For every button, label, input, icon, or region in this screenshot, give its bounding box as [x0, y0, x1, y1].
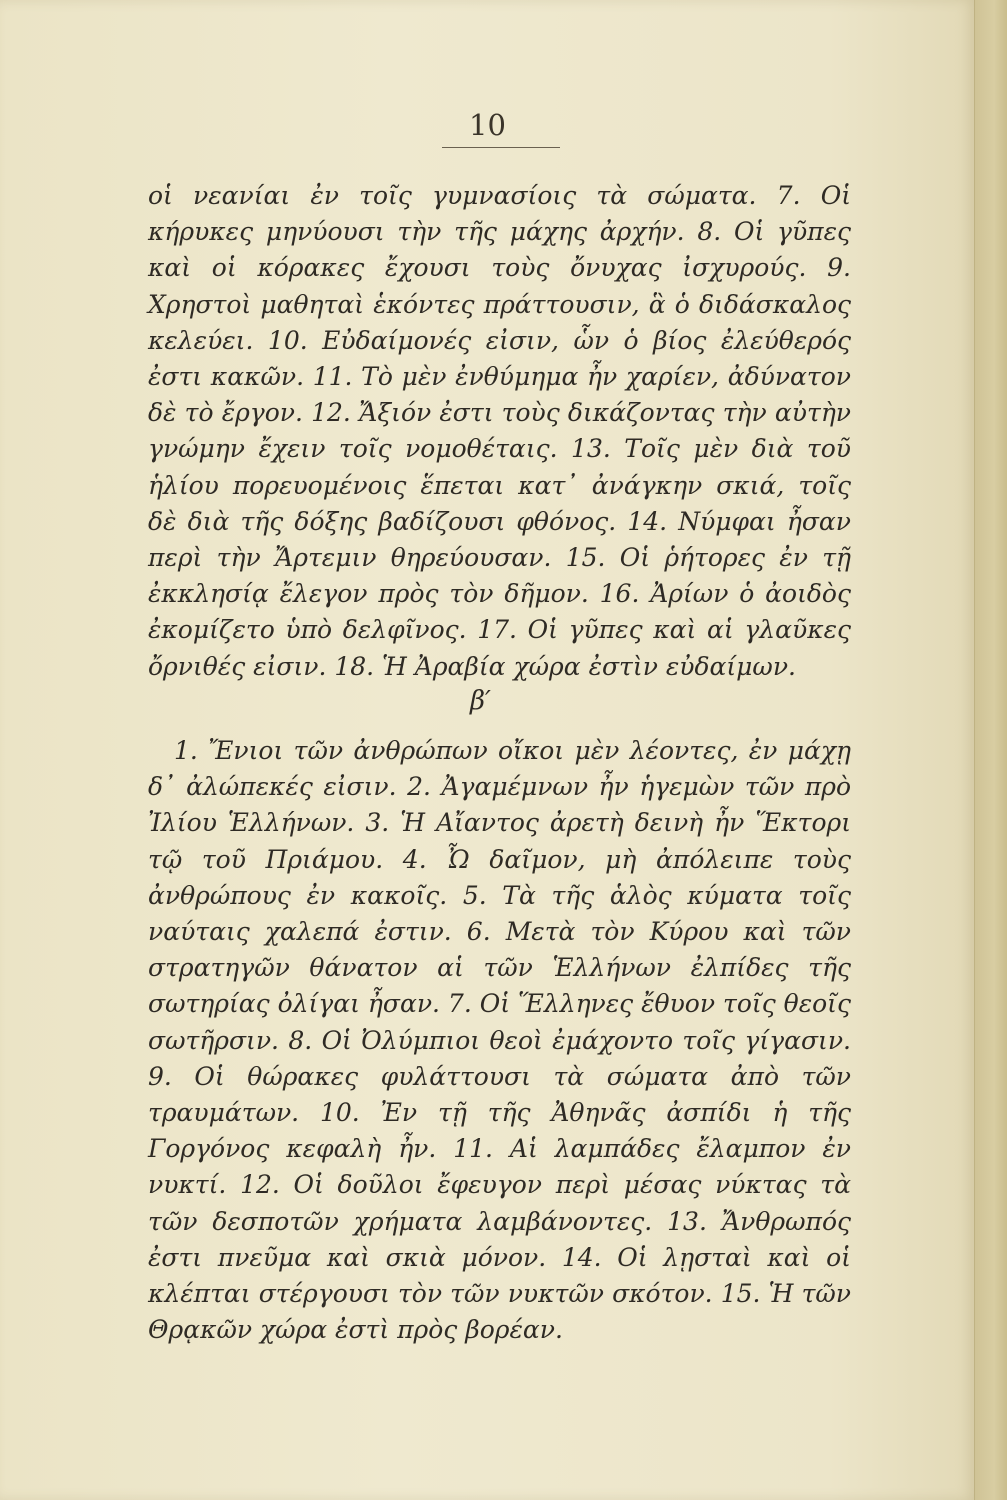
header-rule — [442, 147, 560, 148]
exercise-paragraph-continued: οἱ νεανίαι ἐν τοῖς γυμνασίοις τὰ σώματα. 7. Οἱ κήρυκες μηνύουσι τὴν τῆς μάχης ἀρχήν. 8. Οἱ γῦπες καὶ οἱ κόρακες ἔχουσι τοὺς ὄνυχας ἰσχυρούς. 9. Χρηστοὶ μαθηταὶ ἑκόντες πράττουσιν, ἃ ὁ διδάσκαλος κελεύει. 10. Εὐδαίμονές εἰσιν, ὧν ὁ βίος ἐλεύθερός ἐστι κακῶν. 11. Τὸ μὲν ἐνθύμημα ἦν χαρίεν, ἀδύνατον δὲ τὸ ἔργον. 12. Ἄξιόν ἐστι τοὺς δικάζοντας τὴν αὐτὴν γνώμην ἔχειν τοῖς νομοθέταις. 13. Τοῖς μὲν διὰ τοῦ ἡλίου πορευομένοις ἕπεται κατ᾽ ἀνάγκην σκιά, τοῖς δὲ διὰ τῆς δόξης βαδίζουσι φθόνος. 14. Νύμφαι ἦσαν περὶ τὴν Ἄρτεμιν θηρεύουσαν. 15. Οἱ ῥήτορες ἐν τῇ ἐκκλησίᾳ ἔλεγον πρὸς τὸν δῆμον. 16. Ἀρίων ὁ ἀοιδὸς ἐκομίζετο ὑπὸ δελφῖνος. 17. Οἱ γῦπες καὶ αἱ γλαῦκες ὄρνιθές εἰσιν. 18. Ἡ Ἀραβία χώρα ἐστὶν εὐδαίμων. — [148, 181, 851, 681]
exercise-paragraph-beta: 1. Ἔνιοι τῶν ἀνθρώπων οἴκοι μὲν λέοντες, ἐν μάχῃ δ᾽ ἀλώπεκές εἰσιν. 2. Ἀγαμέμνων ἦν ἡγεμὼν τῶν πρὸ Ἰλίου Ἑλλήνων. 3. Ἡ Αἴαντος ἀρετὴ δεινὴ ἦν Ἕκτορι τῷ τοῦ Πριάμου. 4. Ὦ δαῖμον, μὴ ἀπόλειπε τοὺς ἀνθρώπους ἐν κακοῖς. 5. Τὰ τῆς ἁλὸς κύματα τοῖς ναύταις χαλεπά ἐστιν. 6. Μετὰ τὸν Κύρου καὶ τῶν στρατηγῶν θάνατον αἱ τῶν Ἑλλήνων ἐλπίδες τῆς σωτηρίας ὀλίγαι ἦσαν. 7. Οἱ Ἕλληνες ἔθυον τοῖς θεοῖς σωτῆρσιν. 8. Οἱ Ὀλύμπιοι θεοὶ ἐμάχοντο τοῖς γίγασιν. 9. Οἱ θώρακες φυλάττουσι τὰ σώματα ἀπὸ τῶν τραυμάτων. 10. Ἐν τῇ τῆς Ἀθηνᾶς ἀσπίδι ἡ τῆς Γοργόνος κεφαλὴ ἦν. 11. Αἱ λαμπάδες ἔλαμπον ἐν νυκτί. 12. Οἱ δοῦλοι ἔφευγον περὶ μέσας νύκτας τὰ τῶν δεσποτῶν χρήματα λαμβάνοντες. 13. Ἄνθρωπός ἐστι πνεῦμα καὶ σκιὰ μόνον. 14. Οἱ λῃσταὶ καὶ οἱ κλέπται στέργουσι τὸν τῶν νυκτῶν σκότον. 15. Ἡ τῶν Θρᾳκῶν χώρα ἐστὶ πρὸς βορέαν. — [148, 736, 851, 1345]
section-heading-beta: β′ — [470, 686, 491, 716]
book-spine-edge — [974, 0, 1007, 1500]
page-number: 10 — [469, 108, 506, 142]
